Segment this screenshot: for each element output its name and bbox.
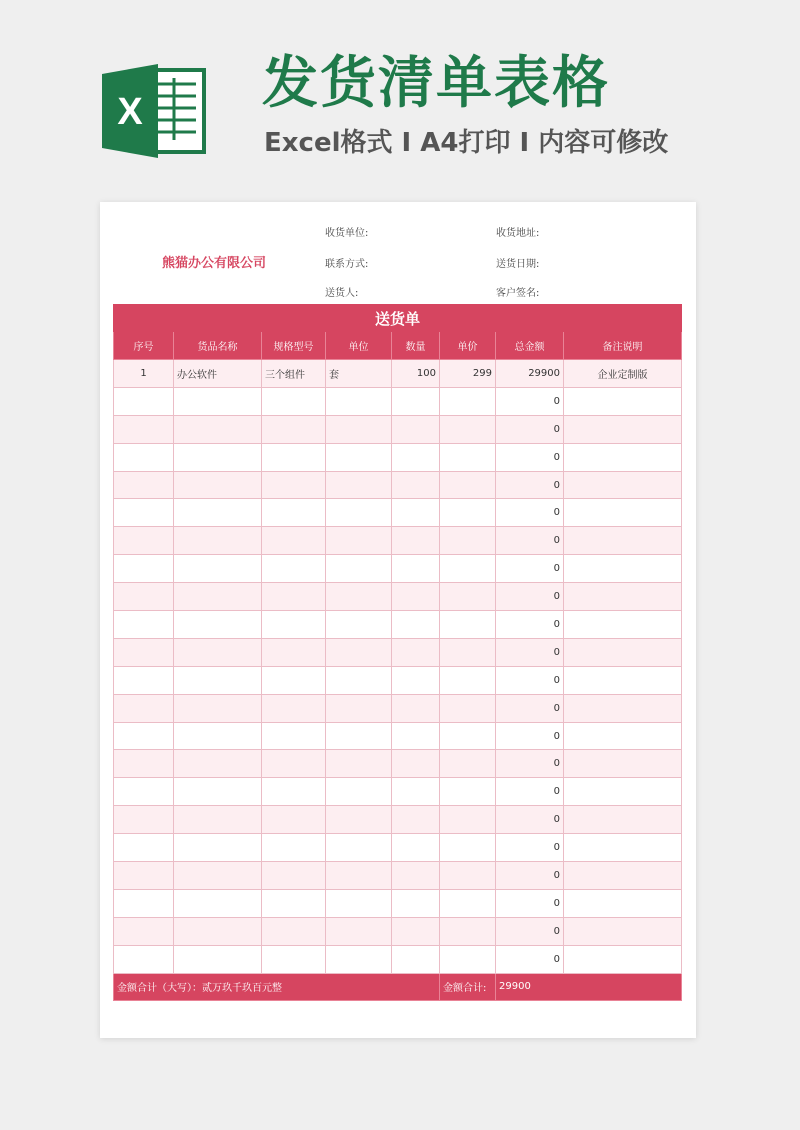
- table-cell[interactable]: [440, 527, 496, 555]
- table-cell[interactable]: [326, 527, 392, 555]
- table-cell[interactable]: [326, 666, 392, 694]
- table-cell[interactable]: [262, 555, 326, 583]
- table-cell[interactable]: [564, 527, 682, 555]
- table-cell[interactable]: [114, 806, 174, 834]
- table-row: [114, 611, 682, 639]
- table-cell[interactable]: [326, 443, 392, 471]
- column-header: 单价: [440, 332, 496, 360]
- table-cell[interactable]: [392, 889, 440, 917]
- table-row: [114, 862, 682, 890]
- table-cell[interactable]: [392, 499, 440, 527]
- table-cell[interactable]: [440, 945, 496, 973]
- table-cell[interactable]: [174, 666, 262, 694]
- table-cell[interactable]: [564, 415, 682, 443]
- table-cell[interactable]: [440, 666, 496, 694]
- table-row: [114, 415, 682, 443]
- table-footer: [114, 973, 682, 1000]
- table-cell[interactable]: 0: [496, 443, 564, 471]
- table-cell[interactable]: 0: [496, 555, 564, 583]
- table-cell[interactable]: [392, 834, 440, 862]
- table-cell[interactable]: [392, 722, 440, 750]
- table-cell[interactable]: [114, 750, 174, 778]
- table-cell[interactable]: [114, 443, 174, 471]
- table-cell[interactable]: [262, 750, 326, 778]
- table-cell[interactable]: [262, 862, 326, 890]
- table-row: [114, 387, 682, 415]
- table-cell[interactable]: [326, 889, 392, 917]
- table-cell[interactable]: [174, 917, 262, 945]
- document-page: [100, 202, 696, 1038]
- table-cell[interactable]: [114, 387, 174, 415]
- table-cell[interactable]: 套: [326, 360, 392, 388]
- table-cell[interactable]: [114, 611, 174, 639]
- table-cell[interactable]: [174, 862, 262, 890]
- table-cell[interactable]: [114, 834, 174, 862]
- total-amount-value: 29900: [496, 973, 682, 1000]
- column-header: 总金额: [496, 332, 564, 360]
- table-cell[interactable]: [114, 415, 174, 443]
- table-cell[interactable]: [440, 611, 496, 639]
- table-cell[interactable]: [174, 889, 262, 917]
- table-cell[interactable]: [326, 583, 392, 611]
- table-cell[interactable]: [174, 694, 262, 722]
- table-cell[interactable]: [262, 387, 326, 415]
- total-amount-label: 金额合计:: [440, 973, 496, 1000]
- table-cell[interactable]: [114, 945, 174, 973]
- table-title: 送货单: [114, 305, 682, 332]
- table-cell[interactable]: 0: [496, 778, 564, 806]
- column-header: 数量: [392, 332, 440, 360]
- table-cell[interactable]: [392, 443, 440, 471]
- table-cell[interactable]: [440, 834, 496, 862]
- table-cell[interactable]: 0: [496, 694, 564, 722]
- table-cell[interactable]: [392, 694, 440, 722]
- table-cell[interactable]: [564, 945, 682, 973]
- table-cell[interactable]: 三个组件: [262, 360, 326, 388]
- table-cell[interactable]: [440, 638, 496, 666]
- table-cell[interactable]: [564, 862, 682, 890]
- table-cell[interactable]: [326, 471, 392, 499]
- table-row: [114, 499, 682, 527]
- field-deliverer: 送货人:: [325, 288, 359, 299]
- table-cell[interactable]: [564, 834, 682, 862]
- table-cell[interactable]: [262, 722, 326, 750]
- table-cell[interactable]: [114, 889, 174, 917]
- table-row: [114, 360, 682, 388]
- table-cell[interactable]: [392, 917, 440, 945]
- table-cell[interactable]: 0: [496, 638, 564, 666]
- table-cell[interactable]: 0: [496, 862, 564, 890]
- table-cell[interactable]: [392, 638, 440, 666]
- table-cell[interactable]: [564, 917, 682, 945]
- field-receiver-unit: 收货单位:: [325, 228, 369, 239]
- table-cell[interactable]: [564, 555, 682, 583]
- table-cell[interactable]: [440, 889, 496, 917]
- company-name: 熊猫办公有限公司: [162, 256, 267, 271]
- excel-logo-letter: X: [117, 91, 143, 133]
- table-cell[interactable]: [392, 471, 440, 499]
- table-cell[interactable]: [262, 583, 326, 611]
- table-cell[interactable]: [326, 387, 392, 415]
- table-cell[interactable]: [114, 527, 174, 555]
- delivery-table: [113, 304, 682, 1001]
- table-row: [114, 638, 682, 666]
- page-title: 发货清单表格: [262, 51, 610, 116]
- table-cell[interactable]: [174, 806, 262, 834]
- table-cell[interactable]: [262, 889, 326, 917]
- table-row: [114, 889, 682, 917]
- table-row: [114, 750, 682, 778]
- table-cell[interactable]: [114, 917, 174, 945]
- field-delivery-date: 送货日期:: [496, 259, 540, 270]
- table-cell[interactable]: [564, 750, 682, 778]
- column-header: 单位: [326, 332, 392, 360]
- table-cell[interactable]: [174, 722, 262, 750]
- table-cell[interactable]: [262, 945, 326, 973]
- column-header: 货品名称: [174, 332, 262, 360]
- table-cell[interactable]: [564, 806, 682, 834]
- table-row: [114, 834, 682, 862]
- table-cell[interactable]: [114, 583, 174, 611]
- table-row: [114, 806, 682, 834]
- table-cell[interactable]: [262, 666, 326, 694]
- table-cell[interactable]: [174, 555, 262, 583]
- table-cell[interactable]: [174, 387, 262, 415]
- table-cell[interactable]: [564, 666, 682, 694]
- table-cell[interactable]: [392, 415, 440, 443]
- table-cell[interactable]: 299: [440, 360, 496, 388]
- table-cell[interactable]: [440, 415, 496, 443]
- table-cell[interactable]: [564, 889, 682, 917]
- table-cell[interactable]: [262, 471, 326, 499]
- table-cell[interactable]: 0: [496, 889, 564, 917]
- table-cell[interactable]: [440, 917, 496, 945]
- table-cell[interactable]: 0: [496, 945, 564, 973]
- table-cell[interactable]: [392, 750, 440, 778]
- table-cell[interactable]: [326, 834, 392, 862]
- table-cell[interactable]: [174, 834, 262, 862]
- table-cell[interactable]: [326, 778, 392, 806]
- table-cell[interactable]: [392, 555, 440, 583]
- table-cell[interactable]: [174, 471, 262, 499]
- table-cell[interactable]: [564, 471, 682, 499]
- table-cell[interactable]: [392, 945, 440, 973]
- field-contact: 联系方式:: [325, 259, 369, 270]
- table-row: [114, 583, 682, 611]
- table-cell[interactable]: [440, 722, 496, 750]
- table-cell[interactable]: 企业定制版: [564, 360, 682, 388]
- table-cell[interactable]: 0: [496, 722, 564, 750]
- table-row: [114, 694, 682, 722]
- table-cell[interactable]: [262, 638, 326, 666]
- table-cell[interactable]: [440, 862, 496, 890]
- table-cell[interactable]: [326, 415, 392, 443]
- table-cell[interactable]: 29900: [496, 360, 564, 388]
- column-header: 序号: [114, 332, 174, 360]
- table-cell[interactable]: [564, 722, 682, 750]
- table-cell[interactable]: 0: [496, 499, 564, 527]
- table-row: [114, 666, 682, 694]
- table-cell[interactable]: [114, 666, 174, 694]
- table-cell[interactable]: [440, 555, 496, 583]
- table-cell[interactable]: [564, 611, 682, 639]
- table-cell[interactable]: [392, 583, 440, 611]
- table-cell[interactable]: [174, 778, 262, 806]
- table-cell[interactable]: [262, 806, 326, 834]
- table-cell[interactable]: [326, 638, 392, 666]
- column-header: 规格型号: [262, 332, 326, 360]
- table-cell[interactable]: [326, 499, 392, 527]
- table-cell[interactable]: [174, 583, 262, 611]
- table-cell[interactable]: 1: [114, 360, 174, 388]
- table-cell[interactable]: [326, 862, 392, 890]
- excel-icon: [100, 62, 210, 160]
- table-cell[interactable]: [440, 806, 496, 834]
- table-row: [114, 527, 682, 555]
- table-cell[interactable]: [174, 415, 262, 443]
- table-cell[interactable]: 0: [496, 527, 564, 555]
- table-cell[interactable]: [392, 527, 440, 555]
- table-cell[interactable]: [392, 862, 440, 890]
- table-cell[interactable]: 0: [496, 471, 564, 499]
- table-cell[interactable]: 0: [496, 583, 564, 611]
- table-cell[interactable]: [114, 638, 174, 666]
- table-cell[interactable]: [564, 778, 682, 806]
- table-cell[interactable]: [326, 694, 392, 722]
- table-cell[interactable]: [440, 443, 496, 471]
- table-cell[interactable]: [440, 499, 496, 527]
- table-row: [114, 778, 682, 806]
- table-cell[interactable]: [326, 945, 392, 973]
- table-cell[interactable]: 0: [496, 750, 564, 778]
- table-cell[interactable]: 0: [496, 834, 564, 862]
- page-subtitle: Excel格式 I A4打印 I 内容可修改: [264, 128, 669, 158]
- table-cell[interactable]: [114, 694, 174, 722]
- table-cell[interactable]: [392, 387, 440, 415]
- table-cell[interactable]: [262, 917, 326, 945]
- field-receiver-address: 收货地址:: [496, 228, 540, 239]
- table-cell[interactable]: [564, 694, 682, 722]
- table-cell[interactable]: 0: [496, 917, 564, 945]
- table-cell[interactable]: [114, 471, 174, 499]
- table-cell[interactable]: [326, 806, 392, 834]
- field-customer-signature: 客户签名:: [496, 288, 540, 299]
- table-cell[interactable]: [174, 499, 262, 527]
- column-header: 备注说明: [564, 332, 682, 360]
- table-cell[interactable]: [564, 443, 682, 471]
- table-cell[interactable]: [392, 806, 440, 834]
- table-cell[interactable]: [564, 638, 682, 666]
- table-row: [114, 443, 682, 471]
- table-cell[interactable]: [392, 611, 440, 639]
- table-cell[interactable]: 0: [496, 415, 564, 443]
- table-cell[interactable]: [114, 555, 174, 583]
- table-cell[interactable]: [392, 778, 440, 806]
- table-cell[interactable]: [564, 499, 682, 527]
- table-cell[interactable]: [262, 611, 326, 639]
- table-cell[interactable]: [440, 583, 496, 611]
- table-cell[interactable]: [174, 945, 262, 973]
- table-cell[interactable]: [114, 778, 174, 806]
- table-cell[interactable]: 100: [392, 360, 440, 388]
- table-cell[interactable]: [440, 694, 496, 722]
- table-row: [114, 722, 682, 750]
- table-cell[interactable]: [262, 527, 326, 555]
- table-cell[interactable]: [326, 611, 392, 639]
- total-in-words-value: 贰万玖千玖百元整: [202, 983, 282, 995]
- table-cell[interactable]: [326, 750, 392, 778]
- table-cell[interactable]: [326, 722, 392, 750]
- table-cell[interactable]: [114, 499, 174, 527]
- table-cell[interactable]: [440, 471, 496, 499]
- table-cell[interactable]: 0: [496, 806, 564, 834]
- table-cell[interactable]: [174, 638, 262, 666]
- table-cell[interactable]: [392, 666, 440, 694]
- table-cell[interactable]: [262, 694, 326, 722]
- table-row: [114, 555, 682, 583]
- table-cell[interactable]: [262, 415, 326, 443]
- table-cell[interactable]: [564, 387, 682, 415]
- table-cell[interactable]: 办公软件: [174, 360, 262, 388]
- table-cell[interactable]: [564, 583, 682, 611]
- table-cell[interactable]: [326, 555, 392, 583]
- table-cell[interactable]: [174, 443, 262, 471]
- total-in-words-label: 金额合计（大写）：: [117, 983, 202, 995]
- table-cell[interactable]: [174, 611, 262, 639]
- table-cell[interactable]: [114, 722, 174, 750]
- table-cell[interactable]: [262, 778, 326, 806]
- table-row: [114, 945, 682, 973]
- table-cell[interactable]: [440, 750, 496, 778]
- table-cell[interactable]: [114, 862, 174, 890]
- table-row: [114, 471, 682, 499]
- table-cell[interactable]: [326, 917, 392, 945]
- table-cell[interactable]: [440, 778, 496, 806]
- table-cell[interactable]: 0: [496, 387, 564, 415]
- table-row: [114, 917, 682, 945]
- total-in-words: [114, 973, 440, 1000]
- table-cell[interactable]: 0: [496, 666, 564, 694]
- table-cell[interactable]: [440, 387, 496, 415]
- table-cell[interactable]: [174, 750, 262, 778]
- table-cell[interactable]: [174, 527, 262, 555]
- table-cell[interactable]: [262, 499, 326, 527]
- table-cell[interactable]: [262, 834, 326, 862]
- table-cell[interactable]: 0: [496, 611, 564, 639]
- table-cell[interactable]: [262, 443, 326, 471]
